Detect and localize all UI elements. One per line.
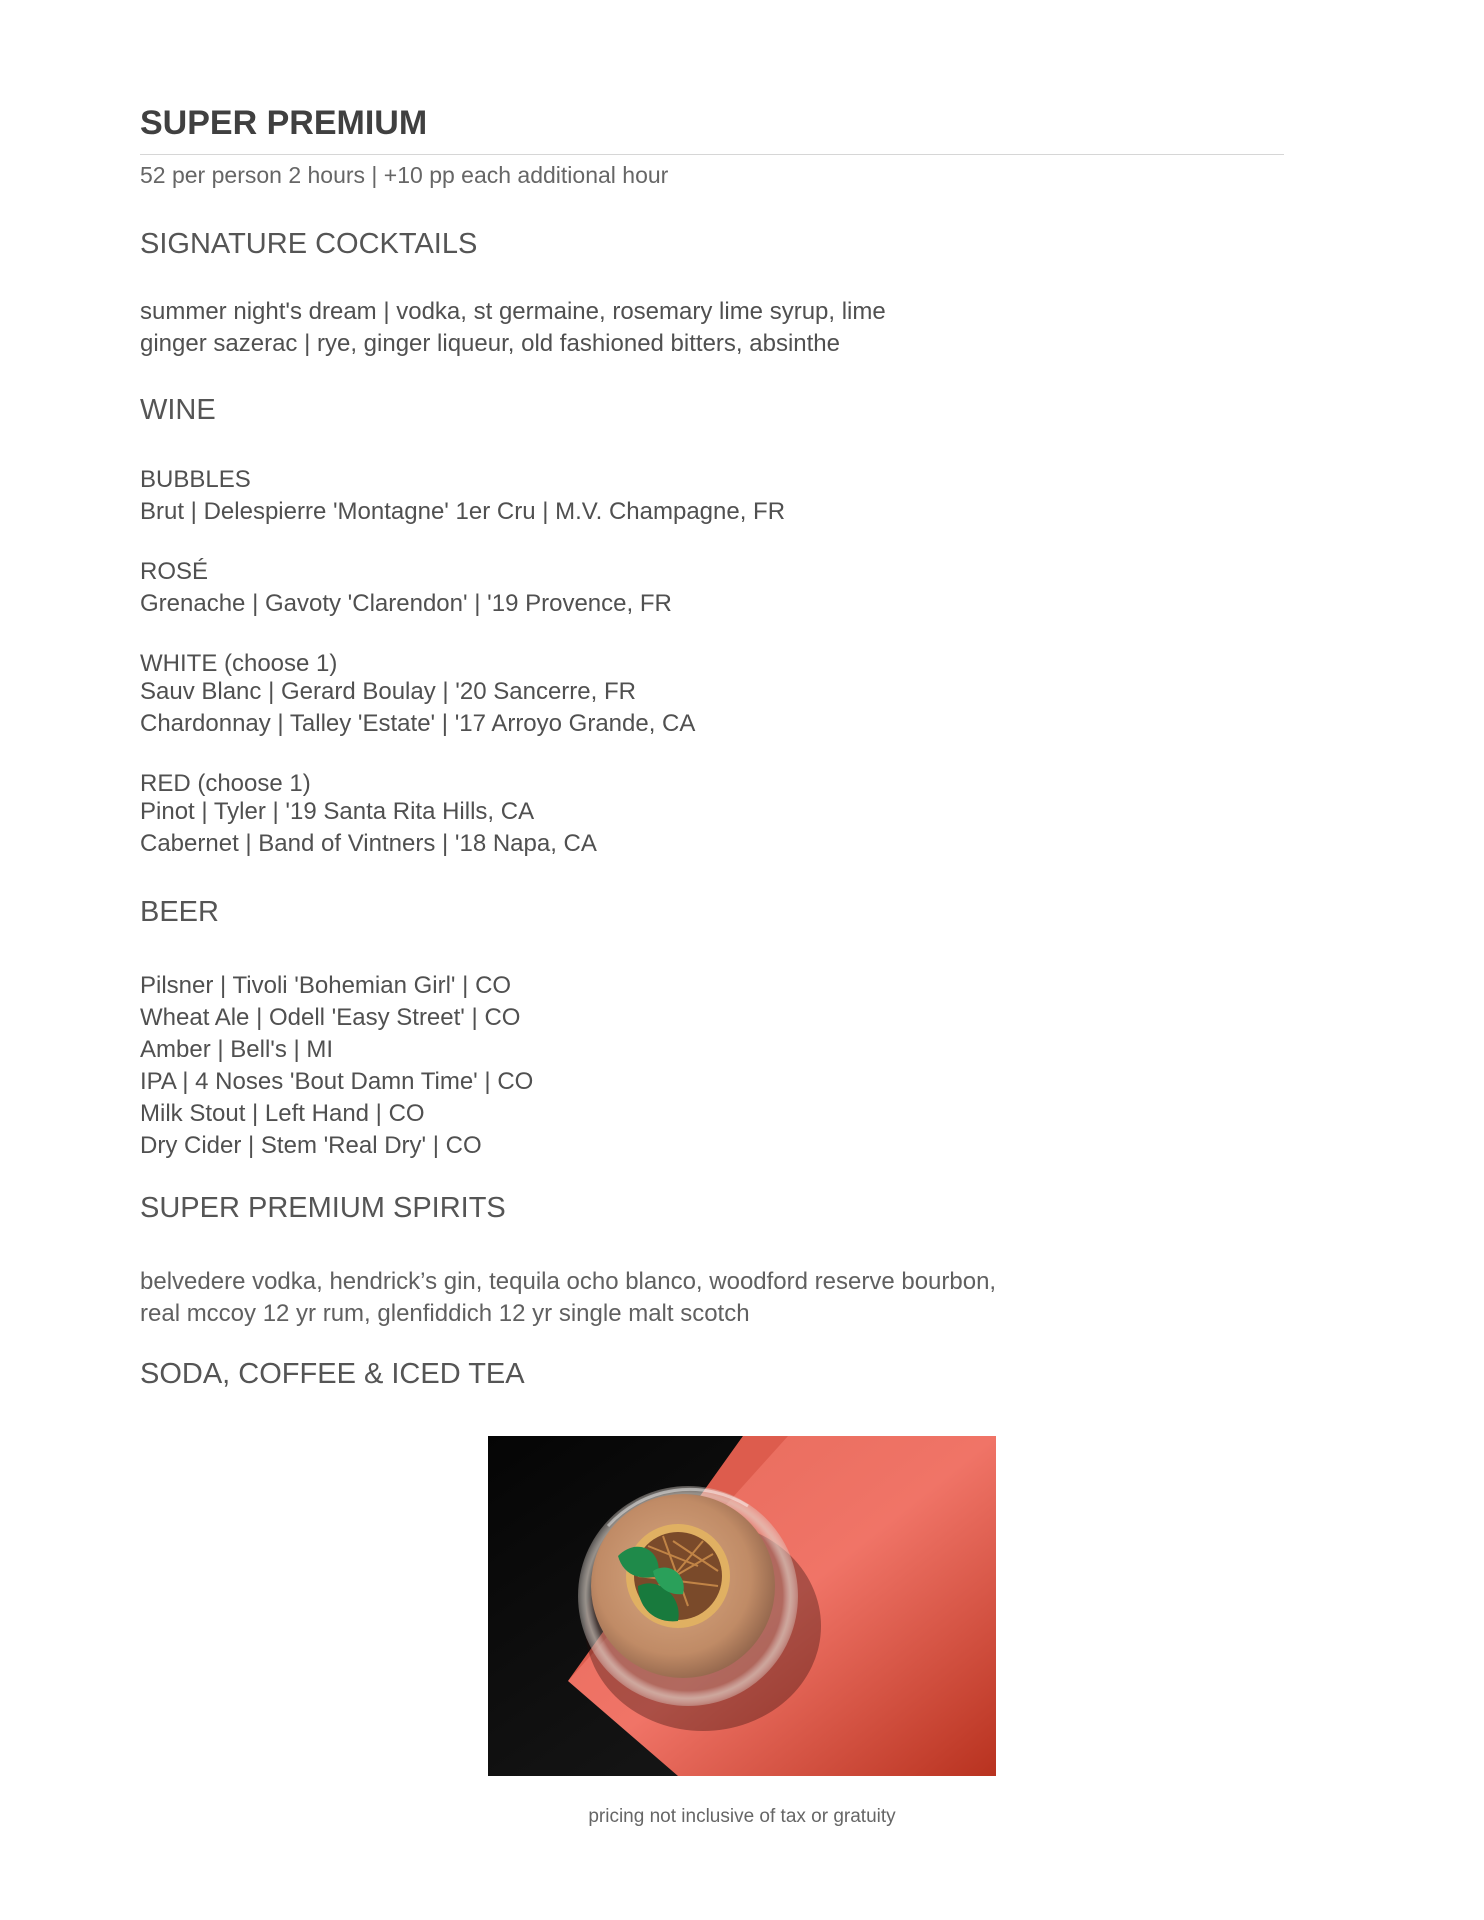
section-heading-wine: WINE	[140, 394, 216, 426]
page-title: SUPER PREMIUM	[140, 104, 428, 142]
beer-item: Dry Cider | Stem 'Real Dry' | CO	[140, 1132, 482, 1159]
wine-group-label-red: RED (choose 1)	[140, 770, 311, 797]
title-divider	[140, 154, 1284, 155]
wine-group-label-rose: ROSÉ	[140, 558, 209, 585]
wine-item: Sauv Blanc | Gerard Boulay | '20 Sancerre, FR	[140, 678, 636, 705]
beer-item: Wheat Ale | Odell 'Easy Street' | CO	[140, 1004, 521, 1031]
wine-item: Chardonnay | Talley 'Estate' | '17 Arroyo Grande, CA	[140, 710, 696, 737]
cocktail-photo-icon	[488, 1436, 996, 1776]
wine-item: Cabernet | Band of Vintners | '18 Napa, CA	[140, 830, 597, 857]
section-heading-soda: SODA, COFFEE & ICED TEA	[140, 1358, 525, 1390]
spirits-line: real mccoy 12 yr rum, glenfiddich 12 yr single malt scotch	[140, 1300, 750, 1327]
spirits-line: belvedere vodka, hendrick’s gin, tequila ocho blanco, woodford reserve bourbon,	[140, 1268, 997, 1295]
cocktail-item: summer night's dream | vodka, st germaine, rosemary lime syrup, lime	[140, 298, 886, 325]
wine-item: Pinot | Tyler | '19 Santa Rita Hills, CA	[140, 798, 535, 825]
pricing-subtitle: 52 per person 2 hours | +10 pp each additional hour	[140, 162, 669, 188]
wine-group-label-white: WHITE (choose 1)	[140, 650, 338, 677]
cocktail-photo	[488, 1436, 996, 1776]
wine-group-label-bubbles: BUBBLES	[140, 466, 251, 493]
cocktail-item: ginger sazerac | rye, ginger liqueur, old fashioned bitters, absinthe	[140, 330, 840, 357]
beer-item: Milk Stout | Left Hand | CO	[140, 1100, 425, 1127]
beer-item: IPA | 4 Noses 'Bout Damn Time' | CO	[140, 1068, 534, 1095]
section-heading-beer: BEER	[140, 896, 219, 928]
section-heading-spirits: SUPER PREMIUM SPIRITS	[140, 1192, 506, 1224]
footer-note: pricing not inclusive of tax or gratuity	[588, 1806, 896, 1827]
wine-item: Brut | Delespierre 'Montagne' 1er Cru | M.V. Champagne, FR	[140, 498, 786, 525]
section-heading-cocktails: SIGNATURE COCKTAILS	[140, 228, 478, 260]
beer-item: Pilsner | Tivoli 'Bohemian Girl' | CO	[140, 972, 512, 999]
wine-item: Grenache | Gavoty 'Clarendon' | '19 Provence, FR	[140, 590, 672, 617]
beer-item: Amber | Bell's | MI	[140, 1036, 334, 1063]
